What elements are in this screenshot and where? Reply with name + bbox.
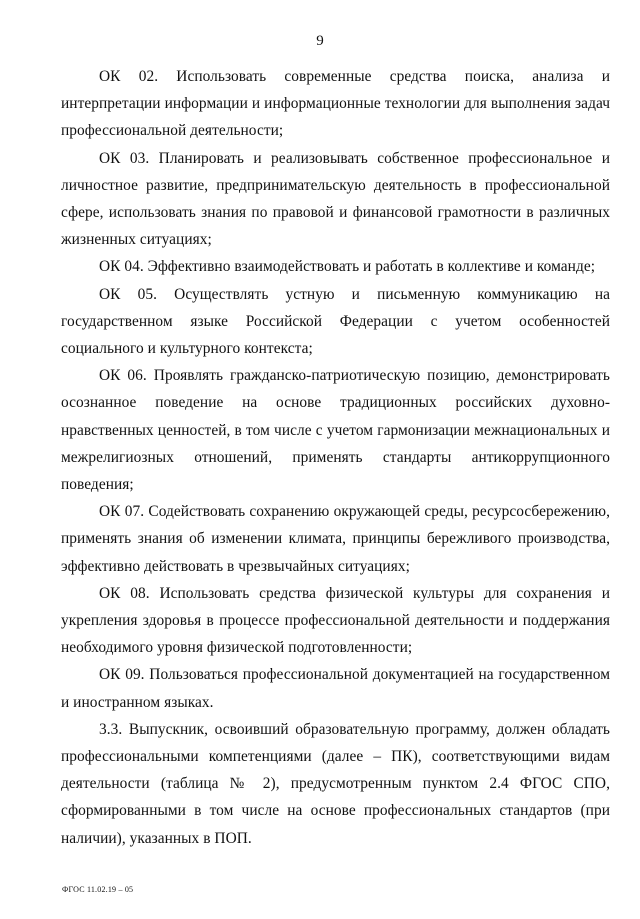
- paragraph-3-3: 3.3. Выпускник, освоивший образовательную программу, должен обладать профессиональными компетенциями (далее – ПК), соответствующими видам деятельности (таблица № 2), предусмотренным пунктом 2.4 ФГОС СПО, сформированными в том числе на основе профессиональных стандартов (при наличии), указанных в ПОП.: [61, 720, 610, 847]
- page-number: 9: [316, 33, 324, 49]
- paragraph-ok-07: ОК 07. Содействовать сохранению окружающей среды, ресурсосбережению, применять знания об изменении климата, принципы бережливого производства, эффективно действовать в чрезвычайных ситуациях;: [61, 503, 610, 575]
- footer-document-code: ФГОС 11.02.19 – 05: [62, 885, 134, 894]
- paragraph-ok-09: ОК 09. Пользоваться профессиональной документацией на государственном и иностранном языках.: [61, 666, 610, 711]
- paragraph-ok-08: ОК 08. Использовать средства физической культуры для сохранения и укрепления здоровья в процессе профессиональной деятельности и поддержания необходимого уровня физической подготовленности;: [61, 584, 610, 657]
- paragraph-ok-04: ОК 04. Эффективно взаимодействовать и работать в коллективе и команде;: [99, 258, 596, 276]
- paragraph-ok-03: ОК 03. Планировать и реализовывать собственное профессиональное и личностное развитие, предпринимательскую деятельность в профессиональной сфере, использовать знания по правовой и финансовой грамотности в различных жизненных ситуациях;: [61, 149, 610, 249]
- document-body: [61, 63, 610, 852]
- paragraph-ok-05: ОК 05. Осуществлять устную и письменную коммуникацию на государственном языке Российской Федерации с учетом особенностей социального и культурного контекста;: [61, 285, 610, 358]
- paragraph-ok-06: ОК 06. Проявлять гражданско-патриотическую позицию, демонстрировать осознанное поведение на основе традиционных российских духовно-нравственных ценностей, в том числе с учетом гармонизации межнациональных и межрелигиозных отношений, применять стандарты антикоррупционного поведения;: [61, 367, 610, 494]
- paragraph-ok-02: ОК 02. Использовать современные средства поиска, анализа и интерпретации информации и информационные технологии для выполнения задач профессиональной деятельности;: [61, 68, 610, 140]
